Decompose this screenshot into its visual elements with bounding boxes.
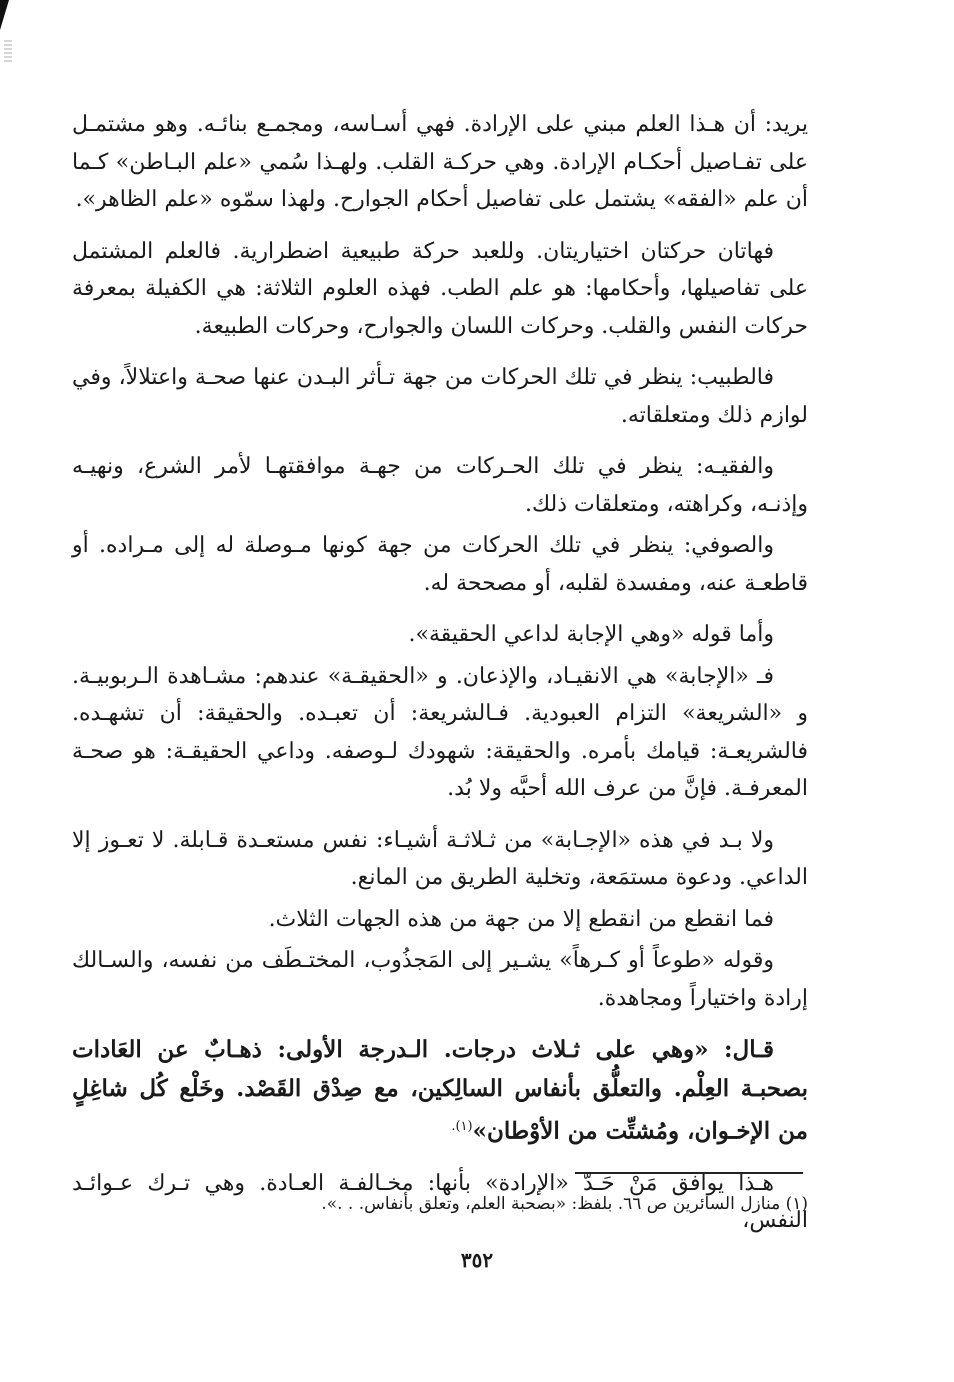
quote-text: قـال: «وهي على ثـلاث درجات. الـدرجة الأولى: ذهـابٌ عن العَادات بصحبـة العِلْم. والتعلُّق بأنفاس السالِكين، مع صِدْق القَصْد. وخَلْع كُل شاغِلٍ من الإخـوان، ومُشتِّت من الأوْطان» xyxy=(72,1036,808,1145)
paragraph: ولا بـد في هذه «الإجـابة» من ثـلاثـة أشيـاء: نفس مستعـدة قـابلة. لا تعـوز إلا الداعي. ودعوة مستمَعة، وتخلية الطريق من المانع. xyxy=(72,827,808,890)
page-body xyxy=(72,106,808,1240)
paragraph: فهاتان حركتان اختياريتان. وللعبد حركة طبيعية اضطرارية. فالعلم المشتمل على تفاصيلها، وأحكامها: هو علم الطب. فهذه العلوم الثلاثة: هي الكفيلة بمعرفة حركات النفس والقلب. وحركات اللسان والجوارح، وحركات الطبيعة. xyxy=(72,238,808,339)
paragraph: وأما قوله «وهي الإجابة لداعي الحقيقة». xyxy=(408,622,774,647)
quoted-paragraph xyxy=(72,1031,808,1151)
paragraph: وقوله «طوعاً أو كـرهاً» يشـير إلى المَجذُوب، المختـطَف من نفسه، والسـالك إرادة واختياراً ومجاهدة. xyxy=(72,948,808,1011)
paragraph: والفقيـه: ينظر في تلك الحـركات من جهـة موافقتهـا لأمر الشرع، ونهيـه وإذنـه، وكراهته، ومتعلقات ذلك. xyxy=(72,454,808,517)
paragraph: والصوفي: ينظر في تلك الحركات من جهة كونها مـوصلة له إلى مـراده. أو قاطعـة عنه، ومفسدة لقلبه، أو مصححة له. xyxy=(72,533,808,596)
paragraph: فما انقطع من انقطع إلا من جهة من هذه الجهات الثلاث. xyxy=(268,906,774,932)
corner-mark xyxy=(0,0,9,30)
page-number: ٣٥٢ xyxy=(460,1248,494,1272)
scan-artifact xyxy=(4,40,12,62)
paragraph: هـذا يوافق مَنْ حَـدّ «الإرادة» بأنها: مخـالفـة العـادة. وهي تـرك عـوائـد النفس، xyxy=(72,1170,808,1234)
paragraph: يريد: أن هـذا العلم مبني على الإرادة. فهي أسـاسه، ومجمـع بنائـه. وهو مشتمـل على تفـاصيل أحكـام الإرادة. وهي حركـة القلب. ولهـذا سُمي «علم البـاطن» كـما أن علم «الفقه» يشتمل على تفاصيل أحكام الجوارح. ولهذا سمّوه «علم الظاهر». xyxy=(72,112,808,212)
footnote-divider xyxy=(575,1172,803,1174)
paragraph: فـ «الإجابة» هي الانقيـاد، والإذعان. و «الحقيقـة» عندهم: مشـاهدة الـربوبيـة. و «الشريعة» التزام العبودية. فـالشريعة: أن تعبـده. والحقيقة: أن تشهـده. فالشريعـة: قيامك بأمره. والحقيقة: شهودك لـوصفه. وداعي الحقيقـة: هو صحـة المعرفـة. فإنَّ من عرف الله أحبَّه ولا بُد. xyxy=(72,663,808,801)
footnote: (١) منازل السائرين ص ٦٦. بلفظ: «بصحبة العلم، وتعلق بأنفاس. . .». xyxy=(321,1194,808,1214)
paragraph: فالطبيب: ينظر في تلك الحركات من جهة تـأثر البـدن عنها صحـة واعتلالاً، وفي لوازم ذلك ومتعلقاته. xyxy=(72,365,808,428)
footnote-ref: (١). xyxy=(451,1119,473,1134)
